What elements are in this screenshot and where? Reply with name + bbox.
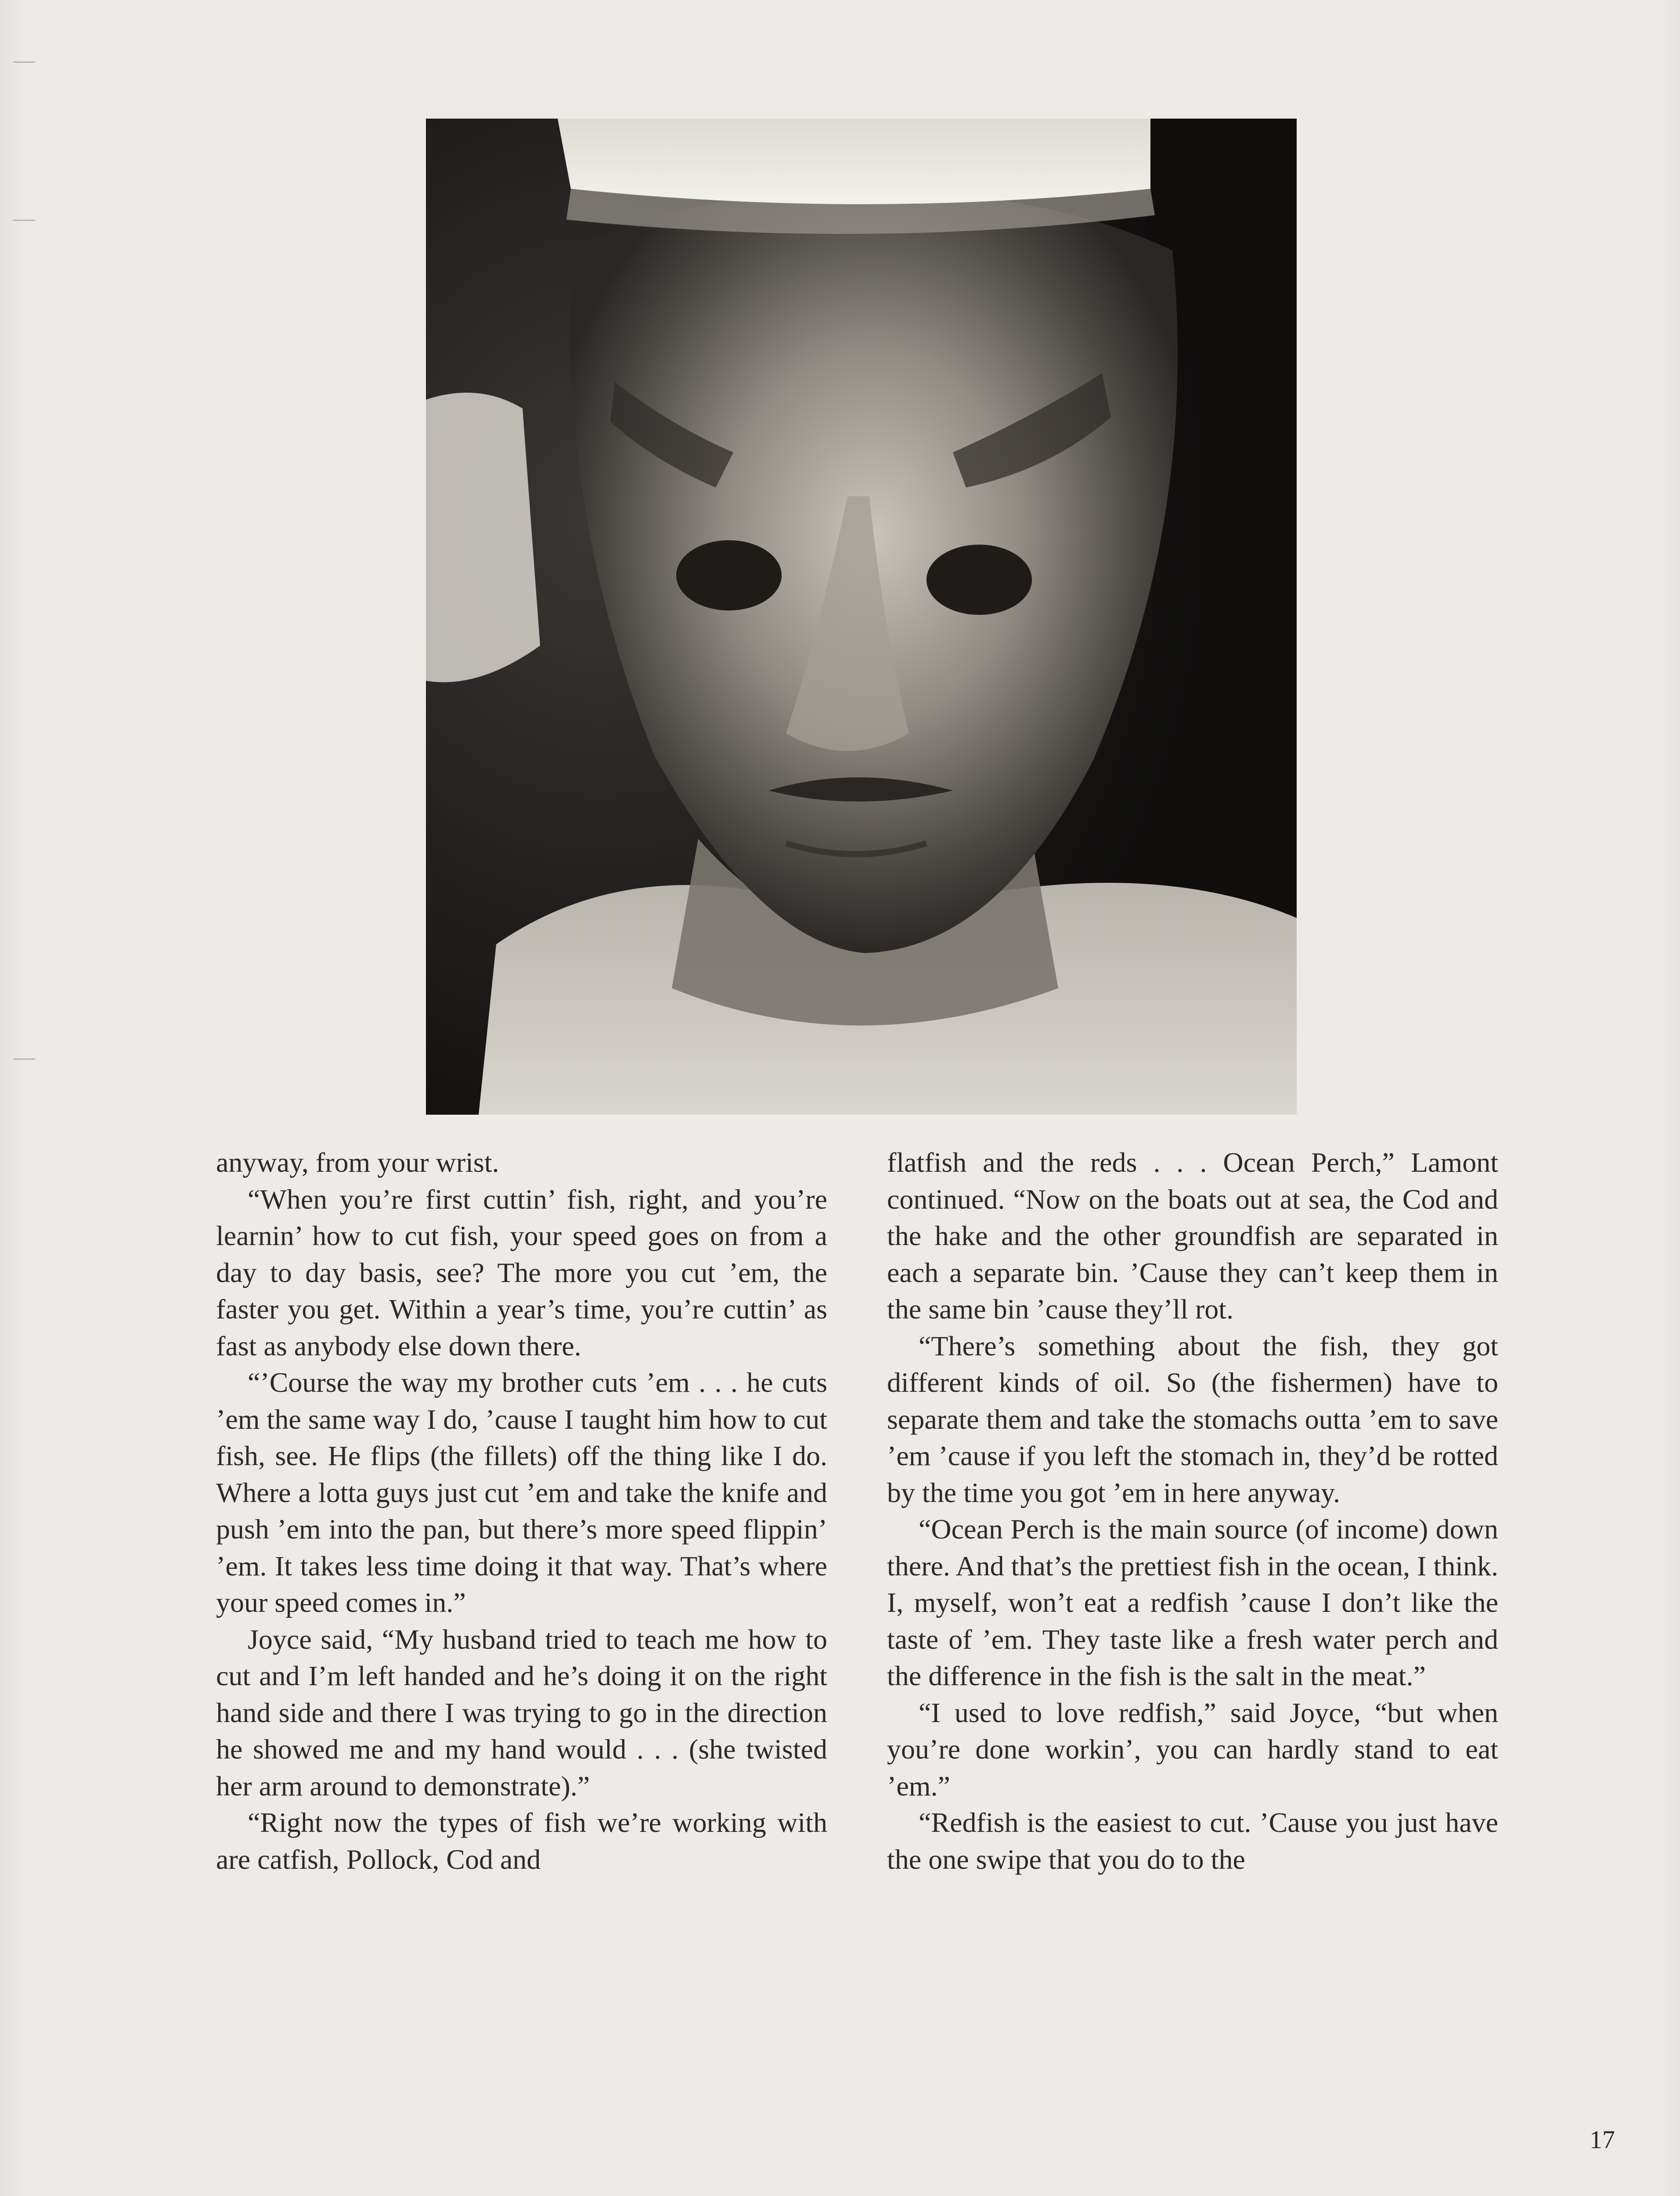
paragraph: “When you’re first cuttin’ fish, right, and you’re learnin’ how to cut fish, your speed goes on from a day to day basis, see? The more you cut ’em, the faster you get. Within a year’s time, you’re cuttin’ as fast as anybody else down there.	[216, 1183, 827, 1362]
left-eye	[676, 540, 782, 610]
edge-mark	[13, 1058, 35, 1060]
paragraph: “I used to love redfish,” said Joyce, “but when you’re done workin’, you can hardly stand to eat ’em.”	[887, 1697, 1498, 1802]
portrait-photo	[426, 119, 1297, 1115]
page-number: 17	[1590, 2125, 1615, 2154]
paragraph: Joyce said, “My husband tried to teach me how to cut and I’m left handed and he’s doing it on the right hand side and there I was trying to go in the direction he showed me and my hand would . . . (she twisted her arm around to demonstrate).”	[216, 1623, 827, 1802]
background-light-patch	[426, 393, 540, 682]
paragraph: anyway, from your wrist.	[216, 1147, 499, 1178]
paragraph: “’Course the way my brother cuts ’em . . . he cuts ’em the same way I do, ’cause I taught him how to cut fish, see. He flips (the fillets) off the thing like I do. Where a lotta guys just cut ’em and take the knife and push ’em into the pan, but there’s more speed flippin’ ’em. It takes less time doing it that way. That’s where your speed comes in.”	[216, 1367, 827, 1618]
paragraph: “Right now the types of fish we’re working with are catfish, Pollock, Cod and	[216, 1807, 827, 1875]
paper-cap-shape	[558, 119, 1150, 204]
edge-mark	[13, 61, 35, 63]
paragraph: “There’s something about the fish, they got different kinds of oil. So (the fishermen) have to separate them and take the stomachs outta ’em to save ’em ’cause if you left the stomach in, they’d be rotted by the time you got ’em in here anyway.	[887, 1330, 1498, 1508]
paragraph: flatfish and the reds . . . Ocean Perch,” Lamont continued. “Now on the boats out at sea, the Cod and the hake and the other groundfish are separated in each a separate bin. ’Cause they can’t keep them in the same bin ’cause they’ll rot.	[887, 1147, 1498, 1325]
paragraph: “Redfish is the easiest to cut. ’Cause you just have the one swipe that you do to the	[887, 1807, 1498, 1875]
paragraph: “Ocean Perch is the main source (of income) down there. And that’s the prettiest fish in the ocean, I think. I, myself, won’t eat a redfish ’cause I don’t like the taste of ’em. They taste like a fresh water perch and the difference in the fish is the salt in the meat.”	[887, 1513, 1498, 1691]
right-eye	[927, 545, 1032, 615]
portrait-illustration	[426, 119, 1297, 1115]
edge-mark	[13, 220, 35, 221]
article-column-left	[216, 1144, 827, 1878]
article-column-right	[887, 1144, 1498, 1878]
